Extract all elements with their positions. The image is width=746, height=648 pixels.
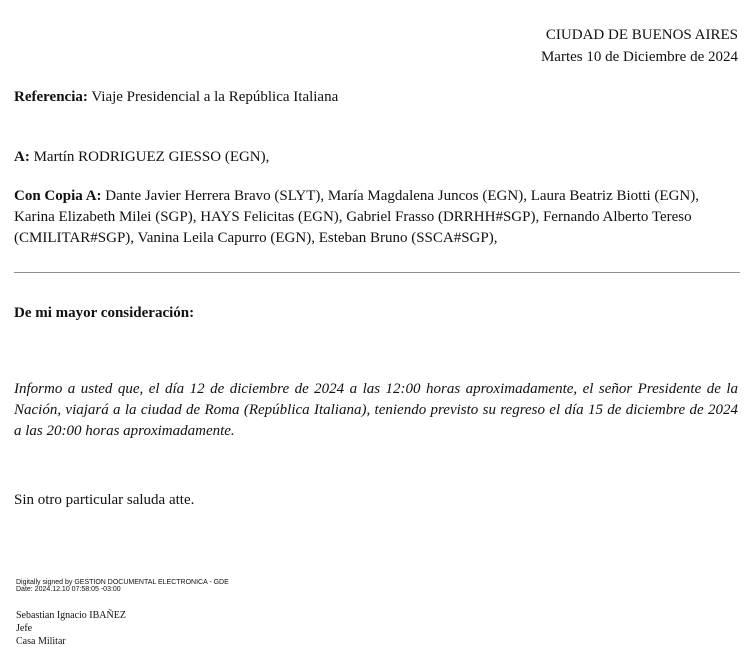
digital-signature-block — [16, 579, 229, 593]
copy-label: Con Copia A: — [14, 188, 102, 204]
signer-title: Jefe — [16, 623, 33, 634]
salutation: De mi mayor consideración: — [14, 305, 195, 321]
copy-recipients — [14, 186, 738, 249]
signer-name: Sebastian Ignacio IBAÑEZ — [16, 610, 126, 621]
letter-body: Informo a usted que, el día 12 de diciembre de 2024 a las 12:00 horas aproximadamente, el señor Presidente de la Nación, viajará a la ciudad de Roma (República Italiana), teniendo previsto su regreso el día 15 de diciembre de 2024 a las 20:00 horas aproximadamente. — [14, 381, 738, 439]
letter-header-place-date — [541, 24, 738, 68]
digital-signature-line-1: Digitally signed by GESTION DOCUMENTAL ELECTRONICA - GDE — [16, 579, 229, 586]
signer-unit: Casa Militar — [16, 636, 66, 647]
digital-signature-line-2: Date: 2024.12.10 07:58:05 -03:00 — [16, 586, 121, 593]
reference-line — [14, 86, 338, 108]
recipient-text: Martín RODRIGUEZ GIESSO (EGN), — [33, 149, 270, 165]
section-divider — [14, 272, 740, 273]
date-line: Martes 10 de Diciembre de 2024 — [540, 49, 738, 65]
city-line: CIUDAD DE BUENOS AIRES — [545, 27, 738, 43]
signer-block — [16, 609, 126, 648]
recipient-line — [14, 146, 269, 168]
recipient-label: A: — [14, 149, 30, 165]
reference-text: Viaje Presidencial a la República Italiana — [91, 89, 339, 105]
closing-line: Sin otro particular saluda atte. — [14, 492, 195, 508]
reference-label: Referencia: — [14, 89, 88, 105]
copy-text: Dante Javier Herrera Bravo (SLYT), María Magdalena Juncos (EGN), Laura Beatriz Biotti (EGN), Karina Elizabeth Milei (SGP), HAYS Felicitas (EGN), Gabriel Frasso (DRRHH#SGP), Fernando Alberto Tereso (CMILITAR#SGP), Vanina Leila Capurro (EGN), Esteban Bruno (SSCA#SGP), — [14, 188, 699, 246]
